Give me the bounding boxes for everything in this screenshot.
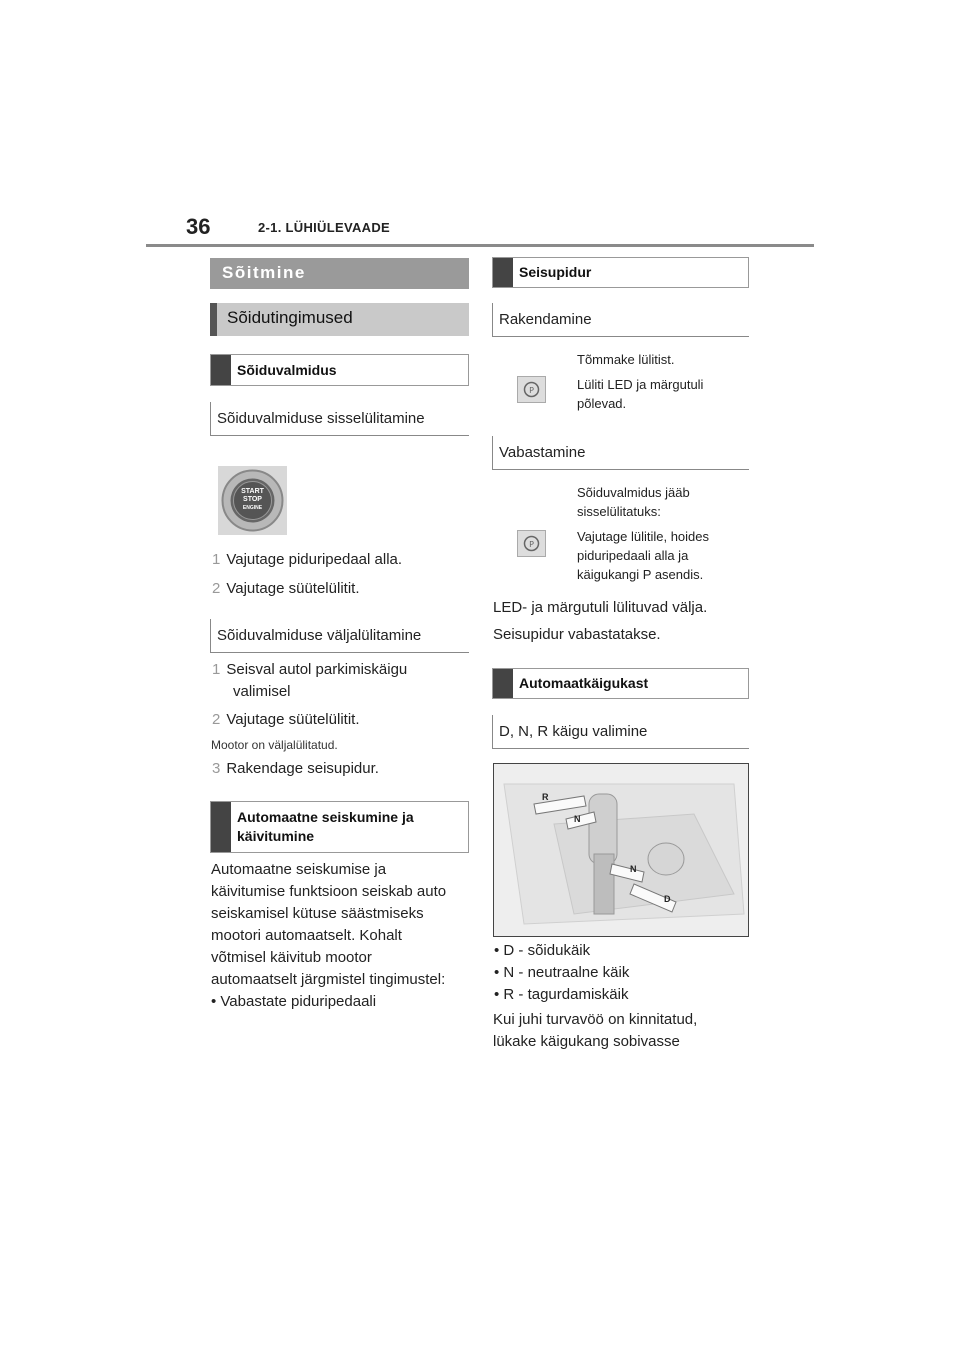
svg-text:P: P [529,386,534,395]
step-off-2: 2 Vajutage süütelülitit. [212,711,360,728]
gear-label-n-lower: N [630,864,637,874]
step-on-2: 2 Vajutage süütelülitit. [212,580,360,597]
release-text-5: käigukangi P asendis. [577,567,704,582]
subheading-apply: Rakendamine [492,303,749,337]
start-stop-button-image [218,466,287,535]
gear-item-d: • D - sõidukäik [494,942,591,959]
button-text-start: START [241,488,264,495]
release-text-1: Sõiduvalmidus jääb [577,485,690,500]
button-text-stop: STOP [243,496,262,503]
release-text-3: Vajutage lülitile, hoides [577,529,710,544]
header-rule [146,244,814,247]
section-title: 2-1. LÜHIÜLEVAADE [258,220,390,235]
subheading-gear-selection: D, N, R käigu valimine [492,715,749,749]
button-text-engine: ENGINE [242,505,263,511]
box-heading-parking-brake: Seisupidur [492,257,749,288]
step-off-1: 1 Seisval autol parkimiskäigu [212,661,408,678]
auto-stop-paragraph: Automaatne seiskumise ja käivitumise funktsioon seiskab auto seiskamisel kütuse säästmiseks mootori automaatselt. Kohalt võtmisel käivitub mootor automaatselt järgmistel tingimustel: • Vabastate piduripedaali [211,861,447,1010]
parking-brake-icon [517,376,546,403]
gear-list [494,940,629,1006]
after-release-2: Seisupidur vabastatakse. [493,626,661,643]
final-paragraph: Kui juhi turvavöö on kinnitatud, lükake käigukang sobivasse [493,1011,698,1050]
gear-label-d: D [664,894,671,904]
gear-selector-image [493,763,749,937]
step-off-3: 3 Rakendage seisupidur. [212,760,379,777]
parking-brake-icon-release [517,530,546,557]
step-off-1-cont: valimisel [233,683,291,700]
heading-driving: Sõitmine [210,258,469,289]
svg-text:P: P [529,540,534,549]
release-text-2: sisselülitatuks: [577,504,661,519]
release-text-4: piduripedaali alla ja [577,548,689,563]
step-on-1: 1 Vajutage piduripedaal alla. [212,551,403,568]
apply-text-3: põlevad. [577,396,627,411]
gear-label-n-upper: N [574,814,581,824]
box-heading-readiness: Sõiduvalmidus [210,354,469,386]
apply-text-1: Tõmmake lülitist. [577,352,675,367]
box-heading-automatic-gearbox: Automaatkäigukast [492,668,749,699]
box-heading-auto-stop-start: Automaatne seiskumine ja käivitumine [210,801,469,853]
gear-item-n: • N - neutraalne käik [494,964,630,981]
subheading-readiness-off: Sõiduvalmiduse väljalülitamine [210,619,469,653]
subheading-release: Vabastamine [492,436,749,470]
gear-label-r: R [542,792,549,802]
page-number: 36 [186,214,211,239]
gear-item-r: • R - tagurdamiskäik [494,986,629,1003]
after-release-1: LED- ja märgutuli lülituvad välja. [493,599,708,616]
subheading-readiness-on: Sõiduvalmiduse sisselülitamine [210,402,469,436]
apply-text-2: Lüliti LED ja märgutuli [577,377,704,392]
note-engine-off: Mootor on väljalülitatud. [211,738,338,752]
heading-driving-conditions: Sõidutingimused [210,303,469,336]
